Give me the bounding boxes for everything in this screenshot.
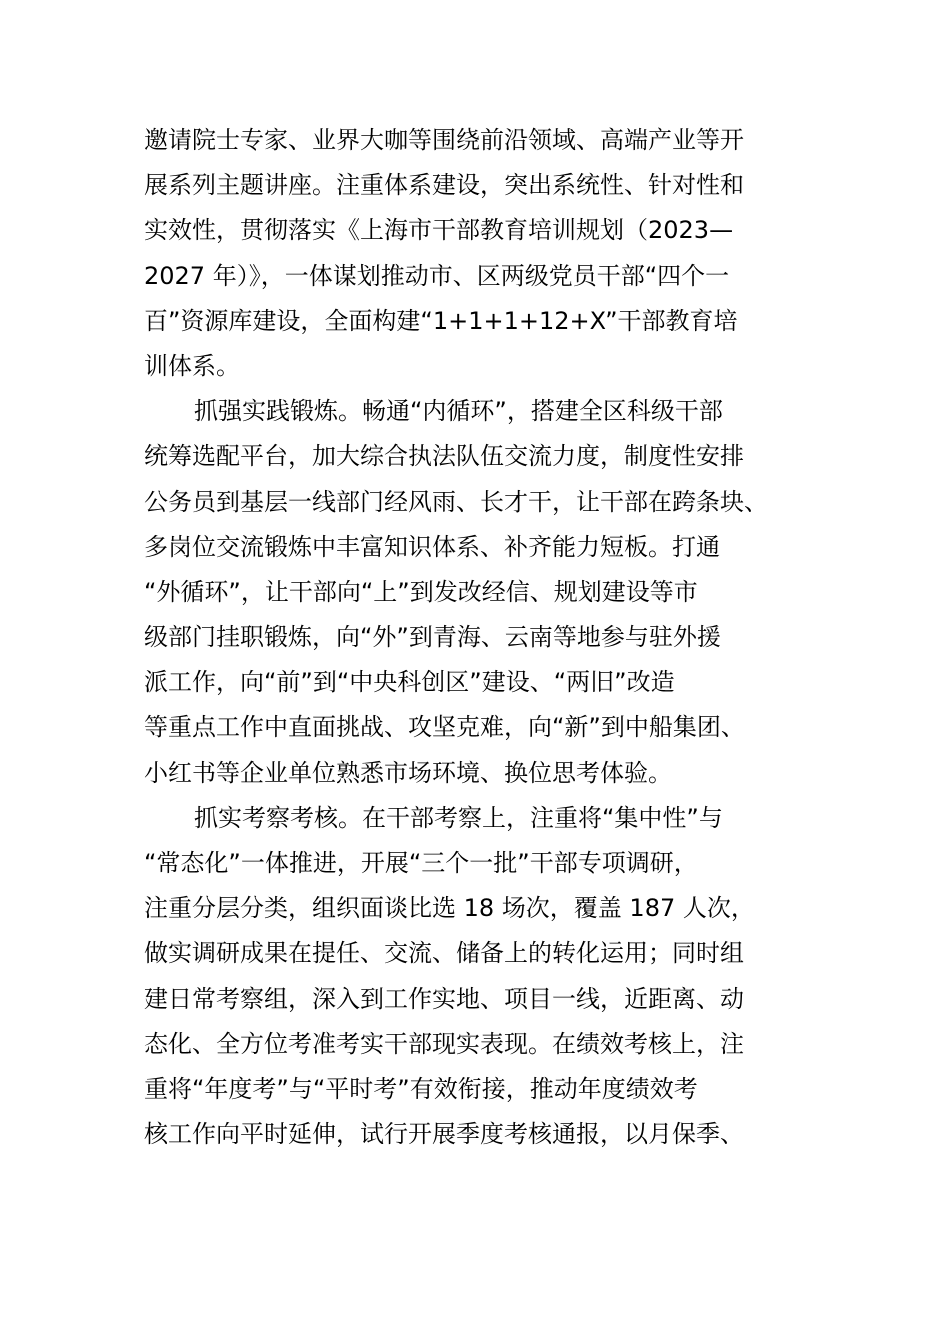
paragraph xyxy=(144,118,814,389)
text-line: 注重分层分类，组织面谈比选 18 场次，覆盖 187 人次， xyxy=(144,894,755,923)
text-line: 等重点工作中直面挑战、攻坚克难，向“新”到中船集团、 xyxy=(144,713,745,742)
text-line: 建日常考察组，深入到工作实地、项目一线，近距离、动 xyxy=(144,984,744,1013)
text-line: 百”资源库建设，全面构建“1+1+1+12+X”干部教育培 xyxy=(144,306,738,335)
text-line: 抓实考察考核。在干部考察上，注重将“集中性”与 xyxy=(194,803,723,832)
text-line: 展系列主题讲座。注重体系建设，突出系统性、针对性和 xyxy=(144,171,744,200)
text-line: 做实调研成果在提任、交流、储备上的转化运用；同时组 xyxy=(144,939,744,968)
text-line: 2027 年）》，一体谋划推动市、区两级党员干部“四个一 xyxy=(144,261,730,290)
text-line: “常态化”一体推进，开展“三个一批”干部专项调研， xyxy=(144,849,698,877)
text-line: “外循环”，让干部向“上”到发改经信、规划建设等市 xyxy=(144,577,698,606)
text-line: 邀请院士专家、业界大咖等围绕前沿领域、高端产业等开 xyxy=(144,126,744,154)
text-line: 派工作，向“前”到“中央科创区”建设、“两旧”改造 xyxy=(144,668,675,697)
text-line: 态化、全方位考准考实干部现实表现。在绩效考核上，注 xyxy=(144,1029,744,1058)
paragraph xyxy=(144,796,814,1158)
text-line: 核工作向平时延伸，试行开展季度考核通报，以月保季、 xyxy=(144,1120,744,1149)
text-line: 训体系。 xyxy=(144,351,240,380)
body-text xyxy=(144,118,814,1157)
text-line: 抓强实践锻炼。畅通“内循环”，搭建全区科级干部 xyxy=(194,397,723,426)
text-line: 级部门挂职锻炼，向“外”到青海、云南等地参与驻外援 xyxy=(144,623,721,652)
text-line: 统筹选配平台，加大综合执法队伍交流力度，制度性安排 xyxy=(144,442,744,471)
text-line: 多岗位交流锻炼中丰富知识体系、补齐能力短板。打通 xyxy=(144,532,720,561)
text-line: 公务员到基层一线部门经风雨、长才干，让干部在跨条块、 xyxy=(144,487,768,516)
text-line: 实效性，贯彻落实《上海市干部教育培训规划（2023— xyxy=(144,216,734,245)
text-line: 重将“年度考”与“平时考”有效衔接，推动年度绩效考 xyxy=(144,1074,698,1103)
paragraph xyxy=(144,389,814,796)
text-line: 小红书等企业单位熟悉市场环境、换位思考体验。 xyxy=(144,758,672,787)
